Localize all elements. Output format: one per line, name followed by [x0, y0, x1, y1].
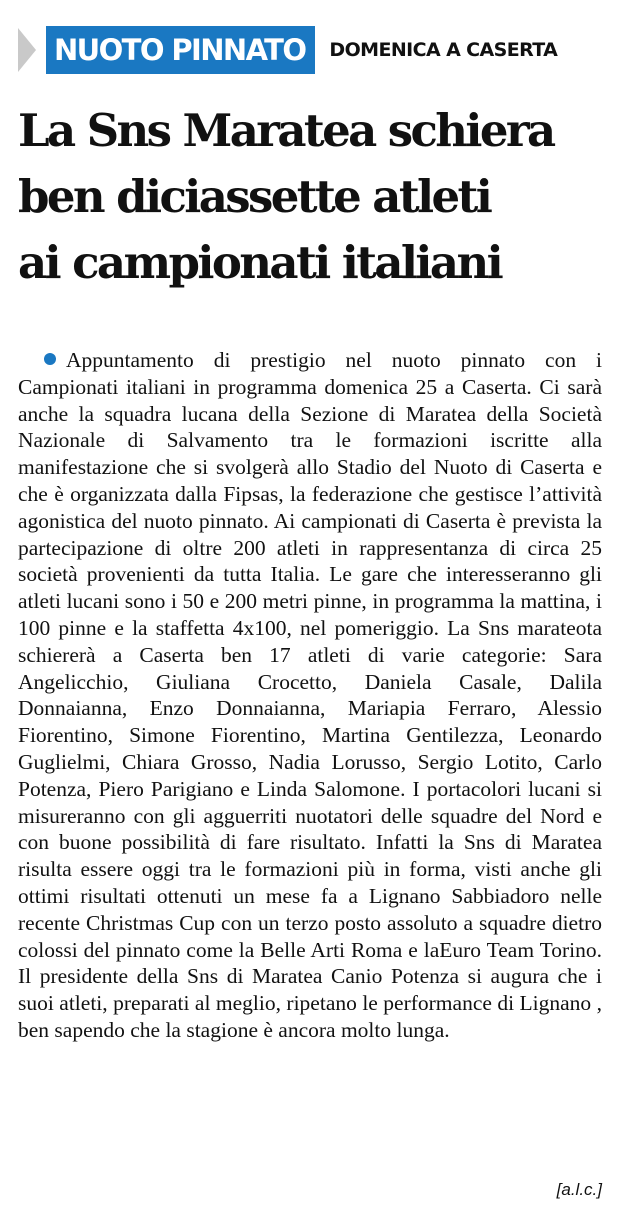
- headline-line: La Sns Maratea schiera: [18, 104, 554, 157]
- bullet-icon: [44, 353, 56, 365]
- article-body: [18, 347, 602, 1044]
- headline-line: ai campionati italiani: [18, 236, 502, 289]
- headline: [18, 98, 618, 296]
- kicker-subtitle: DOMENICA A CASERTA: [329, 39, 558, 61]
- article-text: Appuntamento di prestigio nel nuoto pinnato con i Campionati italiani in programma domenica 25 a Caserta. Ci sarà anche la squadra lucana della Sezione di Maratea della Società Nazionale di Salvamento tra le formazioni iscritte alla manifestazione che si svolgerà allo Stadio del Nuoto di Caserta e che è organizzata dalla Fipsas, la federazione che gestisce l’attività agonistica del nuoto pinnato. Ai campionati di Caserta è prevista la partecipazione di oltre 200 atleti in rappresentanza di circa 25 società provenienti da tutta Italia. Le gare che interesseranno gli atleti lucani sono i 50 e 200 metri pinne, in programma la mattina, i 100 pinne e la staffetta 4x100, nel pomeriggio. La Sns marateota schiererà a Caserta ben 17 atleti di varie categorie: Sara Angelicchio, Giuliana Crocetto, Daniela Casale, Dalila Donnaianna, Enzo Donnaianna, Mariapia Ferraro, Alessio Fiorentino, Simone Fiorentino, Martina Gentilezza, Leonardo Guglielmi, Chiara Grosso, Nadia Lorusso, Sergio Lotito, Carlo Potenza, Piero Parigiano e Linda Salomone. I portacolori lucani si misureranno con gli agguerriti nuotatori delle squadre del Nord e con buone possibilità di fare risultato. Infatti la Sns di Maratea risulta essere oggi tra le formazioni più in forma, visti anche gli ottimi risultati ottenuti un mese fa a Lignano Sabbiadoro nelle recente Christmas Cup con un terzo posto assoluto a squadre dietro colossi del pinnato come la Belle Arti Roma e laEuro Team Torino. Il presidente della Sns di Maratea Canio Potenza si augura che i suoi atleti, preparati al meglio, ripetano le performance di Lignano , ben sapendo che la stagione è ancora molto lunga.: [18, 348, 602, 1042]
- headline-line: ben diciassette atleti: [18, 170, 491, 223]
- author-signature: [a.l.c.]: [556, 1180, 602, 1199]
- section-label: NUOTO PINNATO: [46, 26, 315, 74]
- kicker-row: [18, 26, 608, 74]
- chevron-right-icon: [18, 28, 36, 72]
